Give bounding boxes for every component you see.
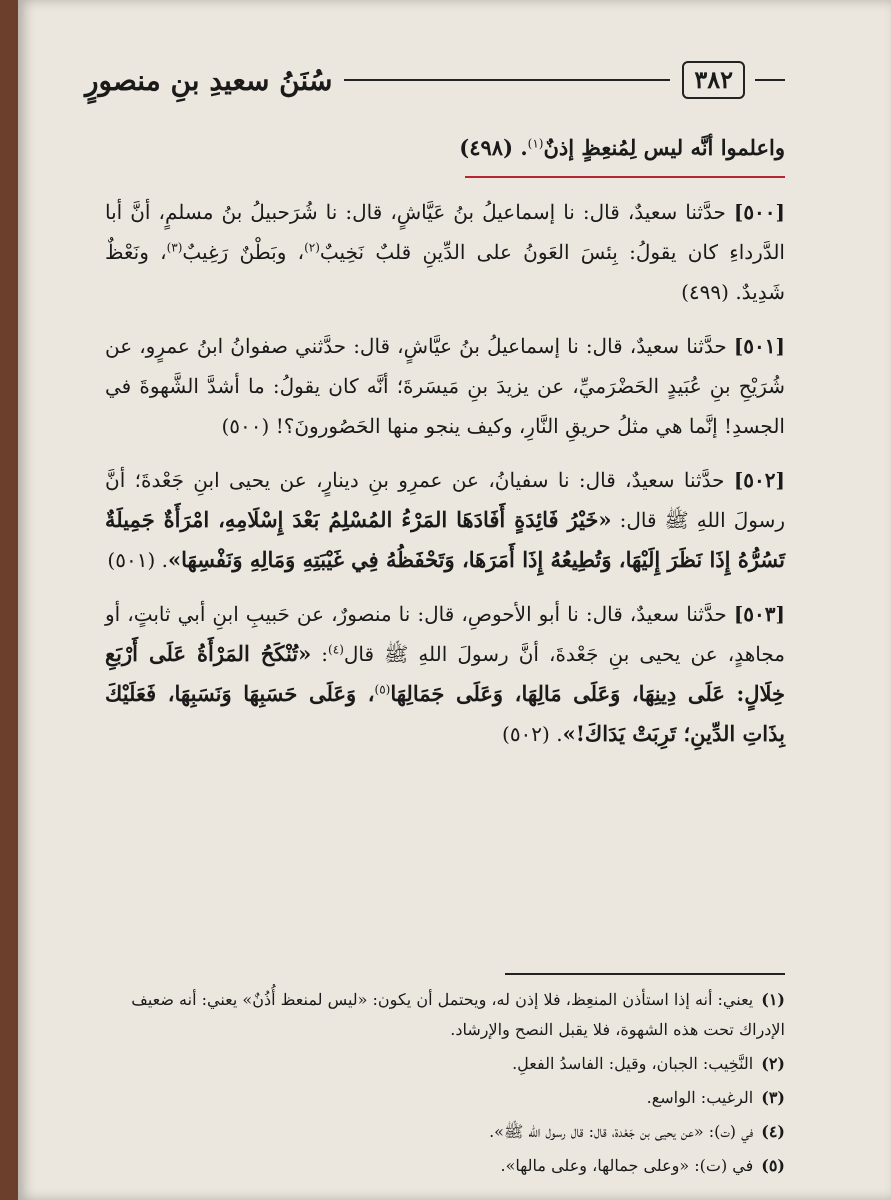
lead-text: واعلموا أنَّه ليس لِمُنعِظٍ إذنٌ [543,135,785,160]
footnote-marker: (٣) [166,240,183,255]
footnote-text: الرغيب: الواسع. [646,1088,754,1107]
narration-number: [٥٠٢] [733,468,785,492]
hadith-text: ، وَعَلَى حَسَبِهَا وَنَسَبِهَا، فَعَلَيْكَ بِذَاتِ الدِّينِ؛ تَرِبَتْ يَدَاكَ!» [105,681,785,746]
footnote-rule [505,973,785,975]
footnote-2 [105,1049,785,1079]
footnote-marker: (٥) [374,682,391,697]
narration-text: حدَّثنا سعيدٌ، قال: نا سفيانُ، عن عمرِو بنِ دينارٍ، عن يحيى ابنِ جَعْدةَ؛ أنَّ رسولَ اللهِ ﷺ قال: [105,468,786,532]
hadith-text: «خَيْرُ فَائِدَةٍ أَفَادَهَا المَرْءُ المُسْلِمُ بَعْدَ إِسْلَامِهِ، امْرَأَةٌ جَمِيلَةٌ تَسُرُّهُ إِذَا نَظَرَ إِلَيْهَا، وَتُطِيعُهُ إِذَا أَمَرَهَا، وَتَحْفَظُهُ فِي غَيْبَتِهِ وَمَالِهِ وَنَفْسِهَا» [105,507,785,572]
narration-500 [105,192,785,312]
footnote-text: في (ت): «وعلى جمالها، وعلى مالها». [500,1156,754,1175]
narration-colon: : [311,642,329,666]
footnote-number: (٥) [761,1156,785,1175]
footnotes [105,985,785,1185]
footnote-3 [105,1083,785,1113]
footnote-text: يعني: أنه إذا استأذن المنعِظ، فلا إذن له، ويحتمل أن يكون: «ليس لمنعظ أُذُنٌ» يعني: أنه ضعيف الإدراك تحت هذه الشهوة، فلا يقبل النصح والإرشاد. [131,990,785,1039]
footnote-4 [105,1117,785,1147]
red-separator [465,176,785,178]
footnote-1 [105,985,785,1045]
header-dash [755,79,785,81]
narration-text: ، وبَطْنٌ رَغِيبٌ [182,240,305,264]
footnote-marker: (١) [527,136,544,151]
footnote-text: النَّخِيب: الجبان، وقيل: الفاسدُ الفعلِ. [512,1054,754,1073]
page-body [105,128,785,768]
narration-text: حدَّثنا سعيدٌ، قال: نا إسماعيلُ بنُ عيَّاشٍ، قال: حدَّثني صفوانُ ابنُ عمرٍو، عن شُرَيْحِ بنِ عُبَيدٍ الحَضْرَميِّ، عن يزيدَ بنِ مَيسَرةَ؛ أنَّه كان يقولُ: ما أشدَّ الشَّهوةَ في الجسدِ! إنَّما هي مثلُ حريقِ النَّارِ، وكيف ينجو منها الحَصُورونَ؟! (٥٠٠) [105,334,785,438]
footnote-number: (١) [761,990,785,1009]
narration-number: [٥٠١] [733,334,785,358]
footnote-number: (٤) [761,1122,785,1141]
narration-text: حدَّثنا سعيدٌ، قال: نا إسماعيلُ بنُ عَيَّاشٍ، قال: نا شُرَحبيلُ بنُ مسلمٍ، أنَّ أبا الدَّرداءِ كان يقولُ: بِئسَ العَونُ على الدِّينِ قلبٌ نَخِيبٌ [105,200,785,264]
hadith-text: «تُنْكَحُ المَرْأَةُ عَلَى أَرْبَعِ خِلَالٍ: عَلَى دِينِهَا، وَعَلَى مَالِهَا، وَعَلَى جَمَالِهَا [105,641,785,706]
footnote-5 [105,1151,785,1181]
footnote-text: في (ت): «عن يحيى بن جَعْدة، قال: قال رسول الله ﷺ». [489,1122,754,1141]
footnote-number: (٢) [761,1054,785,1073]
narration-number: [٥٠٠] [733,200,786,224]
lead-line [105,128,785,168]
header-rule [344,79,670,81]
narration-tail: . (٥٠٢) [502,722,563,746]
narration-503 [105,594,785,754]
narration-502 [105,460,785,580]
footnote-marker: (٤) [328,642,344,657]
lead-tail: . (٤٩٨) [459,135,528,160]
narration-text: حدَّثنا سعيدٌ، قال: نا أبو الأحوصِ، قال: نا منصورٌ، عن حَبيبِ ابنِ أبي ثابتٍ، أو مجاهدٍ، عن يحيى بنِ جَعْدةَ، أنَّ رسولَ اللهِ ﷺ قال [105,602,785,666]
narration-tail: . (٥٠١) [107,548,168,572]
running-header [85,55,785,105]
footnote-marker: (٢) [304,240,320,255]
page-number: ٣٨٢ [682,61,745,99]
narration-501 [105,326,785,446]
narration-number: [٥٠٣] [733,602,785,626]
book-title: سُنَنُ سعيدِ بنِ منصورٍ [85,63,333,97]
book-binding [0,0,18,1200]
footnote-number: (٣) [761,1088,785,1107]
narration-text: ، ونَعْظٌ شَدِيدٌ. (٤٩٩) [105,240,785,304]
